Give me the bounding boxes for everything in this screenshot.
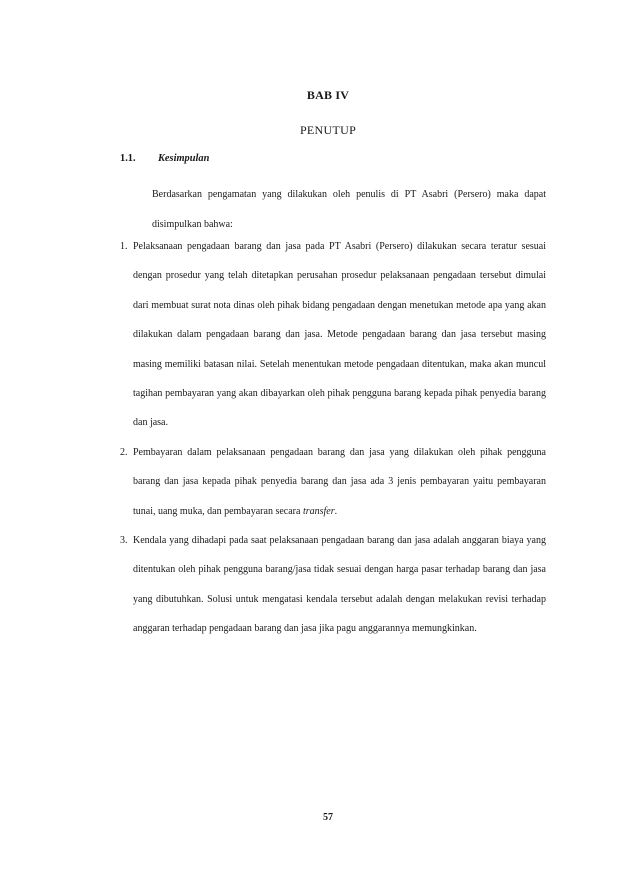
chapter-title: PENUTUP xyxy=(299,123,357,137)
list-item-italic: transfer xyxy=(302,505,335,517)
list-item-text: Kendala yang dihadapi pada saat pelaksanaan pengadaan barang dan jasa adalah anggaran biaya yang ditentukan oleh pihak pengguna barang/jasa tidak sesuai dengan harga pasar terhadap barang dan jasa yang dibutuhkan. Solusi untuk mengatasi kendala tersebut adalah dengan melakukan revisi terhadap anggaran terhadap pengadaan barang dan jasa jika pagu anggarannya memungkinkan. xyxy=(133,535,546,635)
section-title: Kesimpulan xyxy=(158,153,210,164)
list-item-tail: . xyxy=(334,505,338,517)
list-item-text: Pelaksanaan pengadaan barang dan jasa pada PT Asabri (Persero) dilakukan secara teratur sesuai dengan prosedur yang telah ditetapkan perusahan prosedur pelaksanaan pengadaan tersebut dimulai dari membuat surat nota dinas oleh pihak bidang pengadaan dengan menetukan metode apa yang akan dilakukan dalam pengadaan barang dan jasa. Metode pengadaan barang dan jasa tersebut masing masing memiliki batasan nilai. Setelah menentukan metode pengadaan ditentukan, maka akan muncul tagihan pembayaran yang akan dibayarkan oleh pihak pengguna barang kepada pihak penyedia barang dan jasa. xyxy=(133,241,546,429)
intro-paragraph xyxy=(120,180,546,239)
list-item xyxy=(120,232,546,438)
section-heading xyxy=(120,153,209,164)
list-marker: 1. xyxy=(120,241,128,252)
list-marker: 2. xyxy=(120,446,128,458)
list-item xyxy=(120,526,546,644)
list-item xyxy=(120,438,546,526)
list-marker: 3. xyxy=(120,535,128,547)
conclusion-list xyxy=(120,232,546,644)
list-item-text: Pembayaran dalam pelaksanaan pengadaan barang dan jasa yang dilakukan oleh pihak pengguna barang dan jasa kepada pihak penyedia barang dan jasa ada 3 jenis pembayaran yaitu pembayaran tunai, uang muka, dan pembayaran secara xyxy=(133,446,546,517)
page-number: 57 xyxy=(323,812,333,823)
section-number: 1.1. xyxy=(120,153,136,164)
intro-text: Berdasarkan pengamatan yang dilakukan oleh penulis di PT Asabri (Persero) maka dapat disimpulkan bahwa: xyxy=(152,189,546,230)
chapter-label: BAB IV xyxy=(306,88,350,102)
